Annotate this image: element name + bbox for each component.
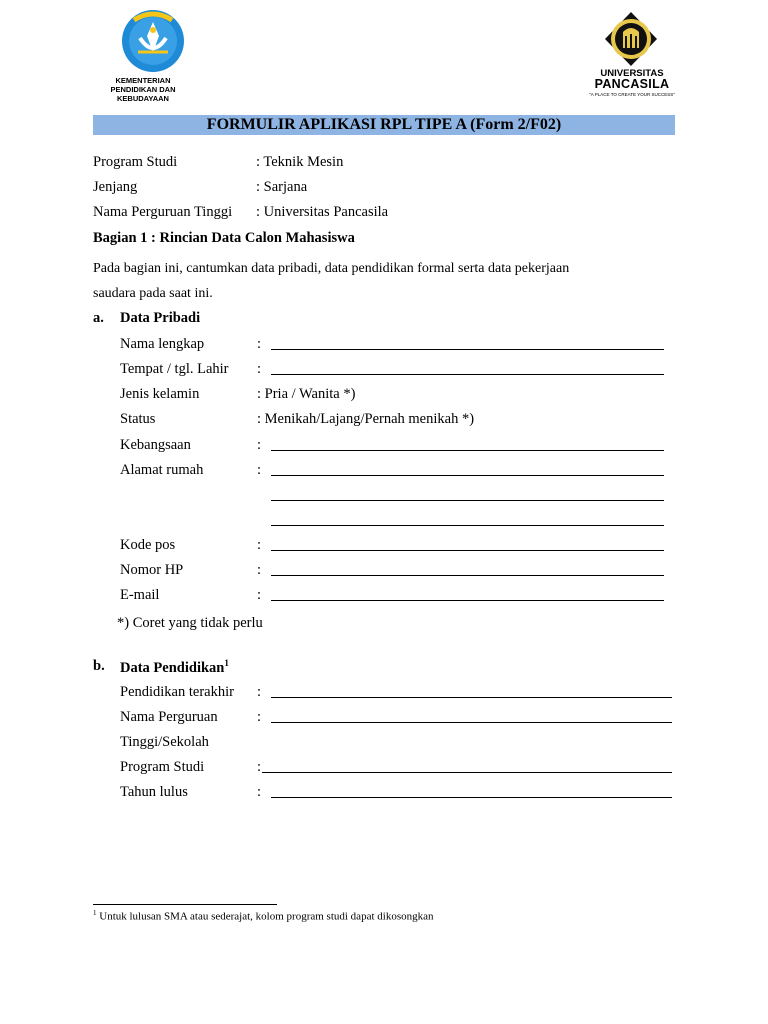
up-label-1: UNIVERSITAS: [600, 68, 664, 79]
colon: :: [257, 361, 262, 377]
intro-text-2: saudara pada saat ini.: [93, 286, 213, 301]
up-tagline: "A PLACE TO CREATE YOUR SUCCESS": [589, 92, 675, 97]
nama-input-line[interactable]: [271, 349, 664, 350]
colon: :: [257, 537, 262, 553]
colon: :: [257, 336, 262, 352]
nomor-hp-input-line[interactable]: [271, 575, 664, 576]
form-title: FORMULIR APLIKASI RPL TIPE A (Form 2/F02): [93, 115, 675, 135]
alamat-input-line-3[interactable]: [271, 525, 664, 526]
label-tinggi-sekolah: Tinggi/Sekolah: [120, 734, 209, 750]
up-label-2: PANCASILA: [594, 77, 670, 91]
label-kebangsaan: Kebangsaan: [120, 437, 191, 453]
colon: :: [257, 437, 262, 453]
label-email: E-mail: [120, 587, 160, 603]
section-a-marker: a.: [93, 310, 104, 326]
colon: :: [257, 587, 262, 603]
colon: :: [257, 759, 262, 775]
footnote-marker: 1: [93, 909, 97, 917]
label-status: Status: [120, 411, 156, 427]
intro-text-1: Pada bagian ini, cantumkan data pribadi, data pendidikan formal serta data pekerjaan: [93, 261, 570, 276]
pendidikan-terakhir-input-line[interactable]: [271, 697, 672, 698]
pancasila-emblem: [602, 10, 660, 68]
footnote-ref: 1: [224, 658, 229, 668]
kementerian-label-2: PENDIDIKAN DAN KEBUDAYAAN: [110, 85, 176, 103]
alamat-input-line-1[interactable]: [271, 475, 664, 476]
email-input-line[interactable]: [271, 600, 664, 601]
value-status: : Menikah/Lajang/Pernah menikah *): [257, 411, 475, 427]
kebangsaan-input-line[interactable]: [271, 450, 664, 451]
kode-pos-input-line[interactable]: [271, 550, 664, 551]
kemendikbud-logo: [120, 8, 186, 74]
colon: :: [257, 562, 262, 578]
colon: :: [257, 709, 262, 725]
label-nama: Nama lengkap: [120, 336, 205, 352]
nama-perguruan-input-line[interactable]: [271, 722, 672, 723]
footnote: [93, 909, 433, 923]
info-label-pt: Nama Perguruan Tinggi: [93, 204, 233, 220]
kementerian-label-1: KEMENTERIAN: [115, 76, 171, 85]
info-value-prodi: : Teknik Mesin: [256, 154, 344, 170]
label-jenis-kelamin: Jenis kelamin: [120, 386, 200, 402]
section-b-heading: Data Pendidikan$^1$: [120, 658, 229, 676]
footnote-divider: [93, 904, 277, 905]
coret-note: *) Coret yang tidak perlu: [117, 615, 263, 631]
colon: :: [257, 784, 262, 800]
footnote-text: Untuk lulusan SMA atau sederajat, kolom program studi dapat dikosongkan: [99, 910, 434, 923]
label-program-studi: Program Studi: [120, 759, 205, 775]
section-a-heading: Data Pribadi: [120, 310, 201, 326]
colon: :: [257, 462, 262, 478]
label-pendidikan-terakhir: Pendidikan terakhir: [120, 684, 234, 700]
label-tahun-lulus: Tahun lulus: [120, 784, 188, 800]
section-heading: Bagian 1 : Rincian Data Calon Mahasiswa: [93, 230, 355, 246]
tut-wuri-handayani-emblem: [120, 8, 186, 74]
info-value-jenjang: : Sarjana: [256, 179, 308, 195]
info-label-prodi: Program Studi: [93, 154, 178, 170]
label-tempat-lahir: Tempat / tgl. Lahir: [120, 361, 229, 377]
label-alamat: Alamat rumah: [120, 462, 204, 478]
tempat-lahir-input-line[interactable]: [271, 374, 664, 375]
tahun-lulus-input-line[interactable]: [271, 797, 672, 798]
alamat-input-line-2[interactable]: [271, 500, 664, 501]
colon: :: [257, 684, 262, 700]
up-logo: [602, 10, 660, 68]
info-value-pt: : Universitas Pancasila: [256, 204, 389, 220]
label-nama-perguruan: Nama Perguruan: [120, 709, 218, 725]
section-b-marker: b.: [93, 658, 105, 674]
info-label-jenjang: Jenjang: [93, 179, 138, 195]
label-nomor-hp: Nomor HP: [120, 562, 184, 578]
program-studi-input-line[interactable]: [262, 772, 672, 773]
label-kode-pos: Kode pos: [120, 537, 176, 553]
value-jenis-kelamin: : Pria / Wanita *): [257, 386, 356, 402]
